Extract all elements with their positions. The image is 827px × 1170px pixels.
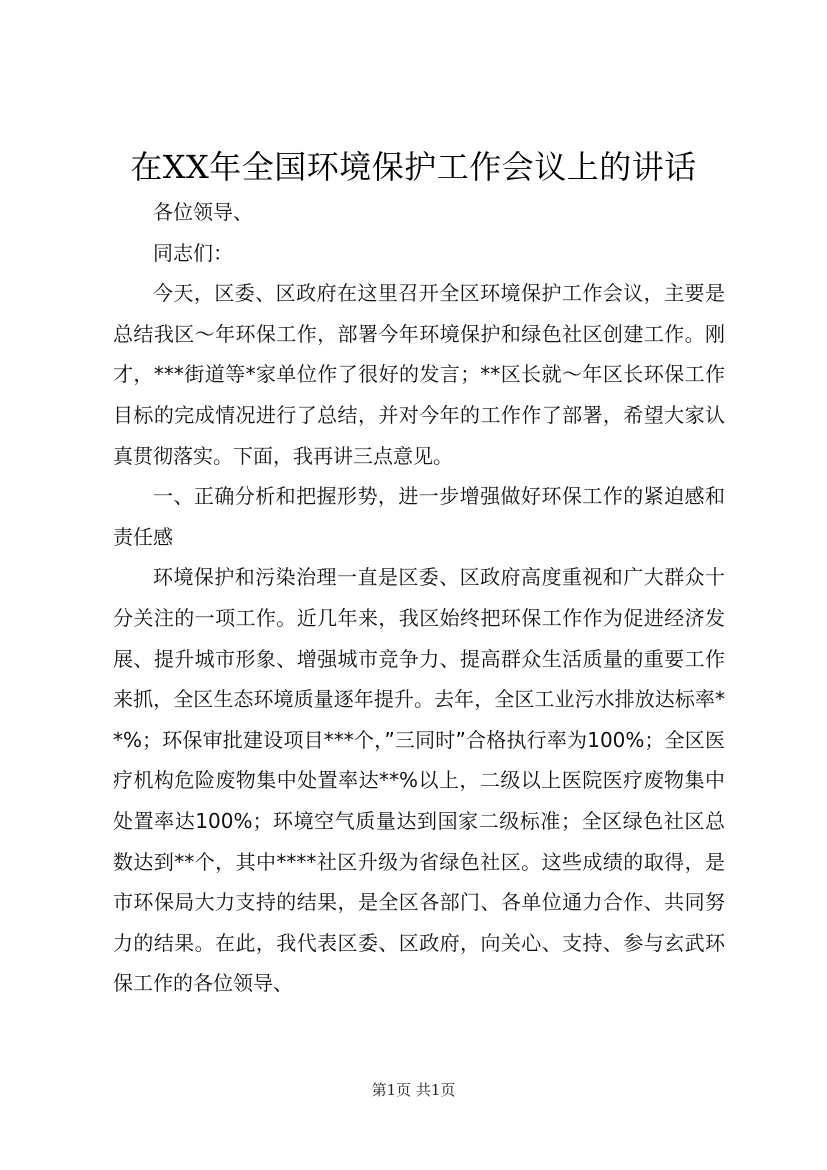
intro-paragraph: 今天，区委、区政府在这里召开全区环境保护工作会议，主要是总结我区～年环保工作，部署今年环境保护和绿色社区创建工作。刚才，***街道等*家单位作了很好的发言；**区长就～年区长环保工作目标的完成情况进行了总结，并对今年的工作作了部署，希望大家认真贯彻落实。下面，我再讲三点意见。 xyxy=(113,281,725,468)
body-paragraph: 环境保护和污染治理一直是区委、区政府高度重视和广大群众十分关注的一项工作。近几年来，我区始终把环保工作作为促进经济发展、提升城市形象、增强城市竞争力、提高群众生活质量的重要工作来抓，全区生态环境质量逐年提升。去年，全区工业污水排放达标率**%；环保审批建设项目***个，”三同时”合格执行率为100%；全区医疗机构危险废物集中处置率达**%以上，二级以上医院医疗废物集中处置率达100%；环境空气质量达到国家二级标准；全区绿色社区总数达到**个，其中****社区升级为省绿色社区。这些成绩的取得，是市环保局大力支持的结果，是全区各部门、各单位通力合作、共同努力的结果。在此，我代表区委、区政府，向关心、支持、参与玄武环保工作的各位领导、 xyxy=(113,565,725,996)
document-title: 在XX年全国环境保护工作会议上的讲话 xyxy=(130,148,697,186)
section-heading-1: 一、正确分析和把握形势，进一步增强做好环保工作的紧迫感和责任感 xyxy=(113,484,725,549)
salutation-leaders: 各位领导、 xyxy=(153,200,253,224)
salutation-comrades: 同志们： xyxy=(153,240,233,265)
document-body xyxy=(113,192,725,1004)
page-footer: 第1页 共1页 xyxy=(371,1081,456,1099)
